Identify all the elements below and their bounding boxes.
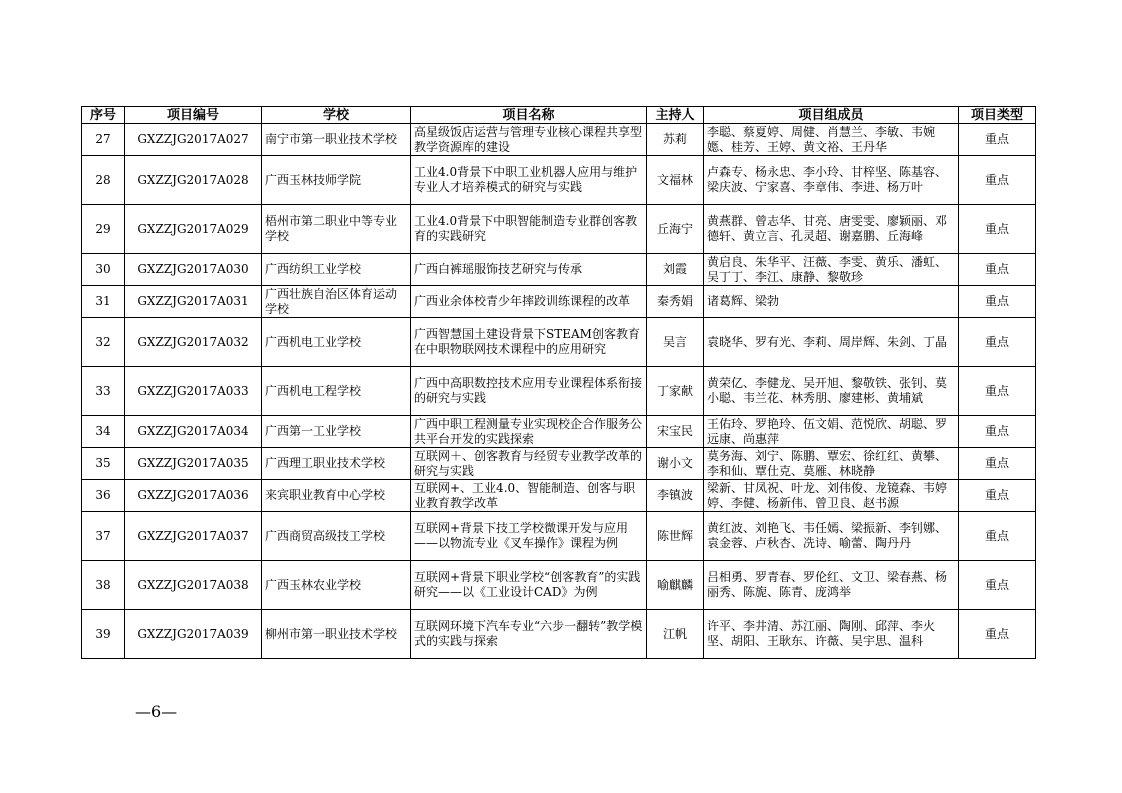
host-name: 吴言 [647,318,704,367]
project-code: GXZZJG2017A028 [125,156,262,205]
table-row [82,448,1036,480]
table-row [82,286,1036,318]
host-name: 谢小文 [647,448,704,480]
row-number: 27 [82,124,125,156]
team-members: 黄燕群、曾志华、甘亮、唐雯雯、廖颖丽、邓德轩、黄立言、孔灵超、谢嘉鹏、丘海峰 [704,205,959,254]
team-members: 王佑玲、罗艳玲、伍文娟、范悦欣、胡聪、罗远康、尚惠萍 [704,416,959,448]
school-name: 广西玉林技师学院 [262,156,411,205]
row-number: 39 [82,610,125,659]
project-type: 重点 [959,367,1036,416]
header-title: 项目名称 [411,107,647,124]
project-code: GXZZJG2017A030 [125,254,262,286]
school-name: 广西机电工程学校 [262,367,411,416]
page-number: —6— [135,702,178,721]
row-number: 28 [82,156,125,205]
host-name: 喻麒麟 [647,561,704,610]
team-members: 莫务海、刘宁、陈鹏、覃宏、徐红红、黄攀、李和仙、覃仕克、莫雁、林晓静 [704,448,959,480]
project-title: 广西中职工程测量专业实现校企合作服务公共平台开发的实践探索 [411,416,647,448]
host-name: 陈世辉 [647,512,704,561]
host-name: 江帆 [647,610,704,659]
school-name: 广西理工职业技术学校 [262,448,411,480]
row-number: 30 [82,254,125,286]
row-number: 32 [82,318,125,367]
table-row [82,480,1036,512]
row-number: 35 [82,448,125,480]
team-members: 黄红波、刘艳飞、韦任嫣、梁振新、李钊娜、袁金蓉、卢秋杏、冼诗、喻蕾、陶丹丹 [704,512,959,561]
project-type: 重点 [959,286,1036,318]
project-title: 互联网+背景下职业学校“创客教育”的实践研究——以《工业设计CAD》为例 [411,561,647,610]
project-title: 广西智慧国土建设背景下STEAM创客教育在中职物联网技术课程中的应用研究 [411,318,647,367]
project-type: 重点 [959,416,1036,448]
project-code: GXZZJG2017A029 [125,205,262,254]
host-name: 宋宝民 [647,416,704,448]
host-name: 刘霞 [647,254,704,286]
school-name: 南宁市第一职业技术学校 [262,124,411,156]
host-name: 李镇波 [647,480,704,512]
project-type: 重点 [959,610,1036,659]
team-members: 黄荣亿、李健龙、吴开旭、黎敬铁、张钊、莫小聪、韦兰花、林秀朋、廖建彬、黄埔斌 [704,367,959,416]
table-row [82,610,1036,659]
school-name: 广西机电工业学校 [262,318,411,367]
project-type: 重点 [959,205,1036,254]
header-no: 序号 [82,107,125,124]
table-row [82,561,1036,610]
project-title: 工业4.0背景下中职智能制造专业群创客教育的实践研究 [411,205,647,254]
table-row [82,156,1036,205]
table-row [82,318,1036,367]
school-name: 来宾职业教育中心学校 [262,480,411,512]
project-title: 广西业余体校青少年摔跤训练课程的改革 [411,286,647,318]
school-name: 广西商贸高级技工学校 [262,512,411,561]
row-number: 33 [82,367,125,416]
project-code: GXZZJG2017A031 [125,286,262,318]
row-number: 34 [82,416,125,448]
table-row [82,254,1036,286]
header-type: 项目类型 [959,107,1036,124]
project-title: 高星级饭店运营与管理专业核心课程共享型教学资源库的建设 [411,124,647,156]
school-name: 广西纺织工业学校 [262,254,411,286]
row-number: 36 [82,480,125,512]
host-name: 文福林 [647,156,704,205]
table-row [82,205,1036,254]
header-host: 主持人 [647,107,704,124]
team-members: 吕相勇、罗青春、罗伦红、文卫、梁春燕、杨丽秀、陈旎、陈青、庞鸿举 [704,561,959,610]
team-members: 诸葛辉、梁勃 [704,286,959,318]
project-title: 互联网+背景下技工学校微课开发与应用——以物流专业《叉车操作》课程为例 [411,512,647,561]
project-title: 工业4.0背景下中职工业机器人应用与维护专业人才培养模式的研究与实践 [411,156,647,205]
team-members: 许平、李井清、苏江丽、陶刚、邱萍、李火坚、胡阳、王耿东、许薇、吴宇思、温科 [704,610,959,659]
school-name: 柳州市第一职业技术学校 [262,610,411,659]
project-code: GXZZJG2017A027 [125,124,262,156]
row-number: 37 [82,512,125,561]
project-type: 重点 [959,254,1036,286]
project-type: 重点 [959,448,1036,480]
header-members: 项目组成员 [704,107,959,124]
project-type: 重点 [959,512,1036,561]
row-number: 31 [82,286,125,318]
host-name: 苏莉 [647,124,704,156]
project-type: 重点 [959,318,1036,367]
project-type: 重点 [959,156,1036,205]
project-code: GXZZJG2017A034 [125,416,262,448]
project-type: 重点 [959,124,1036,156]
project-code: GXZZJG2017A038 [125,561,262,610]
school-name: 广西玉林农业学校 [262,561,411,610]
team-members: 黄启良、朱华平、汪薇、李雯、黄乐、潘虹、吴丁丁、李江、康静、黎敬珍 [704,254,959,286]
project-title: 广西中高职数控技术应用专业课程体系衔接的研究与实践 [411,367,647,416]
project-code: GXZZJG2017A037 [125,512,262,561]
host-name: 秦秀娟 [647,286,704,318]
team-members: 袁晓华、罗有光、李莉、周岸辉、朱剑、丁晶 [704,318,959,367]
projects-table [81,106,1036,659]
project-code: GXZZJG2017A033 [125,367,262,416]
school-name: 梧州市第二职业中等专业学校 [262,205,411,254]
host-name: 丁家献 [647,367,704,416]
project-code: GXZZJG2017A035 [125,448,262,480]
project-code: GXZZJG2017A039 [125,610,262,659]
table-row [82,416,1036,448]
school-name: 广西第一工业学校 [262,416,411,448]
header-code: 项目编号 [125,107,262,124]
project-title: 广西白裤瑶服饰技艺研究与传承 [411,254,647,286]
team-members: 李聪、蔡夏婷、周健、肖慧兰、李敏、韦婉嫕、桂芳、王婷、黄文裕、王丹华 [704,124,959,156]
team-members: 梁新、甘凤祝、叶龙、刘伟俊、龙镜森、韦婷婷、李健、杨新伟、曾卫良、赵书源 [704,480,959,512]
team-members: 卢森专、杨永忠、李小玲、甘梓坚、陈基容、梁庆波、宁家喜、李章伟、李进、杨万叶 [704,156,959,205]
school-name: 广西壮族自治区体育运动学校 [262,286,411,318]
host-name: 丘海宁 [647,205,704,254]
project-title: 互联网环境下汽车专业“六步一翻转”教学模式的实践与探索 [411,610,647,659]
header-row [82,107,1036,124]
table-row [82,367,1036,416]
row-number: 38 [82,561,125,610]
table-row [82,512,1036,561]
row-number: 29 [82,205,125,254]
project-title: 互联网＋、创客教育与经贸专业教学改革的研究与实践 [411,448,647,480]
project-type: 重点 [959,561,1036,610]
project-title: 互联网+、工业4.0、智能制造、创客与职业教育教学改革 [411,480,647,512]
project-type: 重点 [959,480,1036,512]
project-code: GXZZJG2017A032 [125,318,262,367]
table-row [82,124,1036,156]
project-code: GXZZJG2017A036 [125,480,262,512]
table-body [82,124,1036,659]
header-school: 学校 [262,107,411,124]
